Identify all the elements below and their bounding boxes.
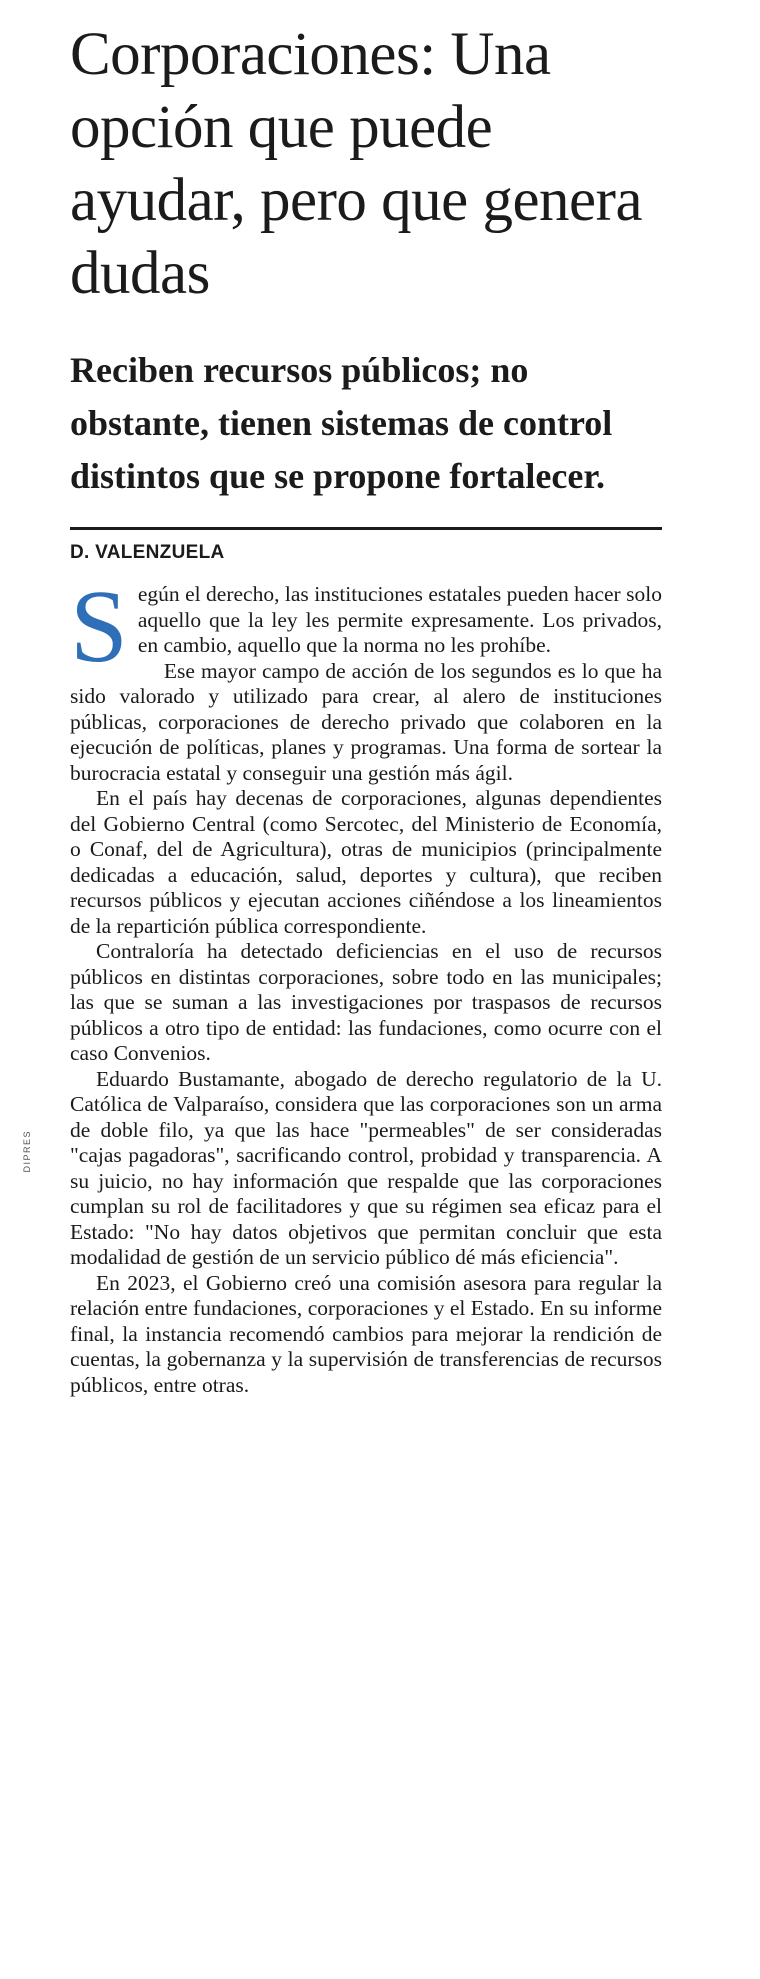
divider [70, 527, 662, 530]
paragraph-1-text: egún el derecho, las instituciones estatales pueden hacer solo aquello que la ley les permite expresamente. Los privados, en cambio, aquello que la norma no les prohíbe. [137, 582, 662, 657]
paragraph-6: En 2023, el Gobierno creó una comisión asesora para regular la relación entre fundaciones, corporaciones y el Estado. En su informe final, la instancia recomendó cambios para mejorar la rendición de cuentas, la gobernanza y la supervisión de transferencias de recursos públicos, entre otras. [70, 1270, 662, 1397]
paragraph-5: Eduardo Bustamante, abogado de derecho regulatorio de la U. Católica de Valparaíso, considera que las corporaciones son un arma de doble filo, ya que las hace "permeables" de ser consideradas "cajas pagadoras", sacrificando control, probidad y transparencia. A su juicio, no hay información que respalde que las corporaciones cumplan su rol de facilitadores y que su régimen sea eficaz para el Estado: "No hay datos objetivos que permitan concluir que esta modalidad de gestión de un servicio público dé más eficiencia". [70, 1066, 662, 1269]
paragraph-1 [70, 569, 662, 684]
paragraph-3: En el país hay decenas de corporaciones, algunas dependientes del Gobierno Central (como Sercotec, del Ministerio de Economía, o Conaf, del de Agricultura), otras de municipios (principalmente dedicadas a educación, salud, deportes y cultura), que reciben recursos públicos y ejecutan acciones ciñéndose a los lineamientos de la repartición pública correspondiente. [70, 786, 662, 938]
article-body [70, 569, 662, 1398]
paragraph-2: Ese mayor campo de acción de los segundos es lo que ha sido valorado y utilizado para crear, al alero de instituciones públicas, corporaciones de derecho privado que colaboren en la ejecución de políticas, planes y programas. Una forma de sortear la burocracia estatal y conseguir una gestión más ágil. [70, 658, 662, 785]
photo-credit: DIPRES [22, 1130, 32, 1173]
subheadline: Reciben recursos públicos; no obstante, tienen sistemas de control distintos que se propone fortalecer. [70, 350, 613, 496]
drop-cap: S [70, 569, 128, 684]
headline: Corporaciones: Una opción que puede ayudar, pero que genera dudas [70, 21, 643, 307]
article [70, 0, 662, 1398]
byline: D. VALENZUELA [70, 542, 225, 563]
paragraph-4: Contraloría ha detectado deficiencias en el uso de recursos públicos en distintas corporaciones, sobre todo en las municipales; las que se suman a las investigaciones por traspasos de recursos públicos a otro tipo de entidad: las fundaciones, como ocurre con el caso Convenios. [70, 939, 662, 1065]
